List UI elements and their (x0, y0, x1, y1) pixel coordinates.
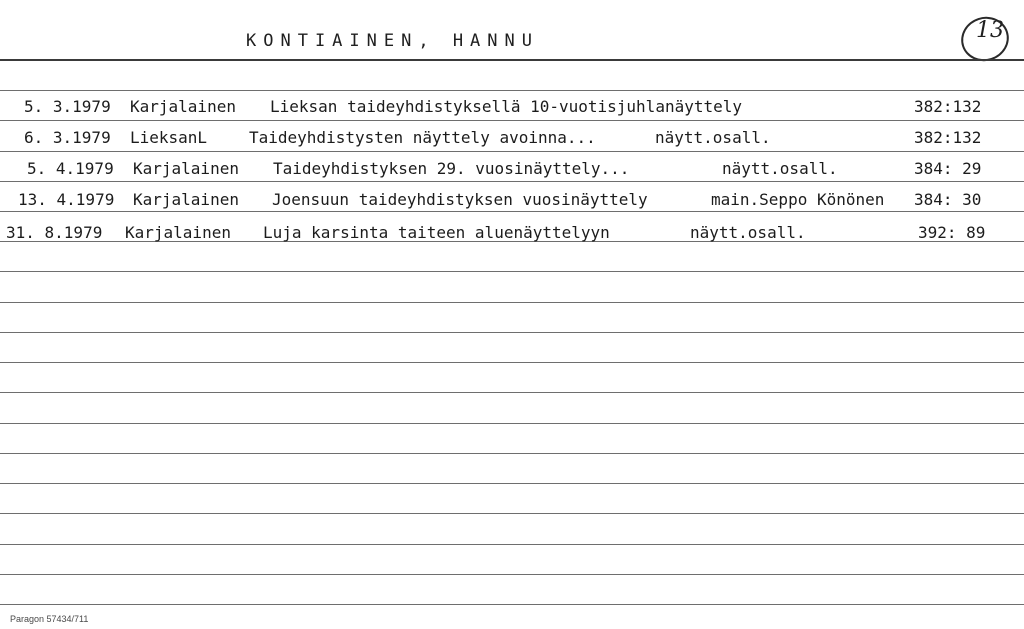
entry-title: Taideyhdistyksen 29. vuosinäyttely... (273, 159, 630, 178)
entry-ref: 382:132 (914, 97, 982, 116)
entry-title: Taideyhdistysten näyttely avoinna... (249, 128, 596, 147)
ruled-line (0, 271, 1024, 272)
ruled-line (0, 90, 1024, 91)
entry-date: 13. 4.1979 (18, 190, 115, 209)
entry-title: Luja karsinta taiteen aluenäyttelyyn (263, 223, 610, 242)
entry-row (0, 186, 1024, 214)
entry-note: näytt.osall. (690, 223, 806, 242)
entry-source: Karjalainen (130, 97, 236, 116)
entry-source: Karjalainen (125, 223, 231, 242)
entry-note: näytt.osall. (722, 159, 838, 178)
card-footer: Paragon 57434/711 (10, 614, 89, 624)
card-number: 13 (976, 18, 1004, 43)
header-rule (0, 59, 1024, 61)
ruled-line (0, 423, 1024, 424)
ruled-line (0, 362, 1024, 363)
card-header: KONTIAINEN, HANNU (246, 31, 539, 51)
ruled-line (0, 392, 1024, 393)
entry-title: Lieksan taideyhdistyksellä 10-vuotisjuhlanäyttely (270, 97, 743, 116)
ruled-line (0, 574, 1024, 575)
ruled-line (0, 302, 1024, 303)
entry-note: näytt.osall. (655, 128, 771, 147)
entry-ref: 384: 30 (914, 190, 982, 209)
ruled-line (0, 604, 1024, 605)
entry-ref: 392: 89 (918, 223, 986, 242)
entry-ref: 384: 29 (914, 159, 982, 178)
entry-ref: 382:132 (914, 128, 982, 147)
ruled-line (0, 513, 1024, 514)
ruled-line (0, 332, 1024, 333)
entry-source: LieksanL (130, 128, 208, 147)
entry-row (0, 155, 1024, 183)
entry-row (0, 219, 1024, 247)
entry-date: 5. 3.1979 (24, 97, 111, 116)
entry-date: 6. 3.1979 (24, 128, 111, 147)
entry-row (0, 93, 1024, 121)
entry-row (0, 124, 1024, 152)
entry-source: Karjalainen (133, 159, 239, 178)
entry-note: main.Seppo Könönen (711, 190, 885, 209)
entry-source: Karjalainen (133, 190, 239, 209)
ruled-line (0, 453, 1024, 454)
entry-title: Joensuun taideyhdistyksen vuosinäyttely (272, 190, 648, 209)
entry-date: 31. 8.1979 (6, 223, 103, 242)
ruled-line (0, 544, 1024, 545)
ruled-line (0, 483, 1024, 484)
entry-date: 5. 4.1979 (27, 159, 114, 178)
